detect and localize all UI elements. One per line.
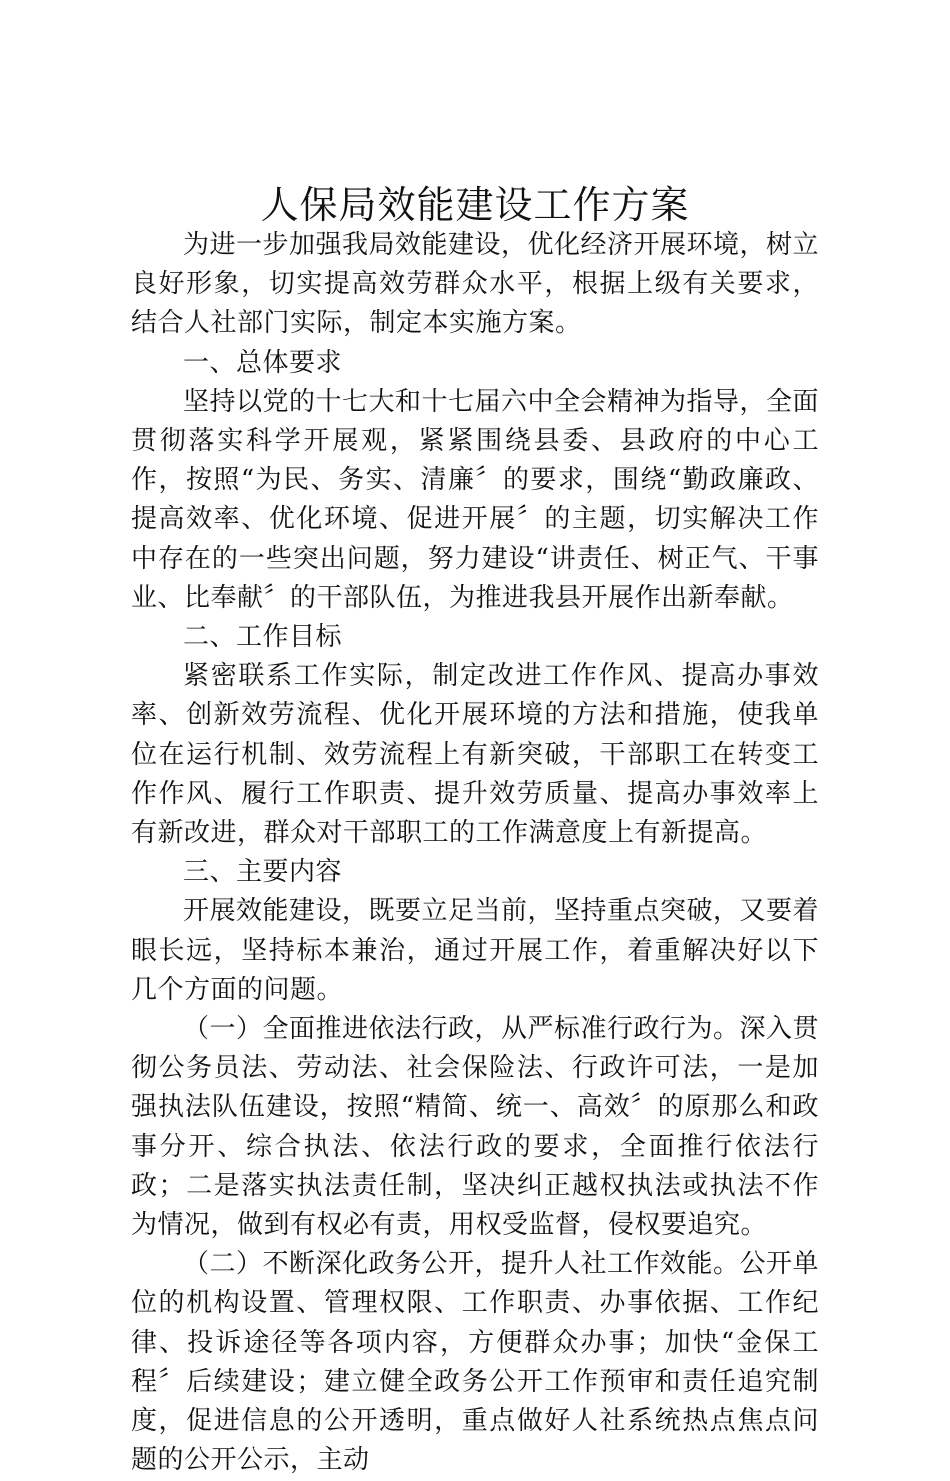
intro-paragraph: 为进一步加强我局效能建设，优化经济开展环境，树立良好形象，切实提高效劳群众水平，根据上级有关要求，结合人社部门实际，制定本实施方案。 <box>131 230 820 339</box>
section-heading-general-requirements: 一、总体要求 <box>183 347 343 378</box>
item-paragraph-2: （二）不断深化政务公开，提升人社工作效能。公开单位的机构设置、管理权限、工作职责、办事依据、工作纪律、投诉途径等各项内容，方便群众办事；加快“金保工程〞后续建设；建立健全政务公开工作预审和责任追究制度，促进信息的公开透明，重点做好人社系统热点焦点问题的公开公示，主动 <box>131 1249 820 1476</box>
section-body-general-requirements: 坚持以党的十七大和十七届六中全会精神为指导，全面贯彻落实科学开展观，紧紧围绕县委、县政府的中心工作，按照“为民、务实、清廉〞的要求，围绕“勤政廉政、提高效率、优化环境、促进开展〞的主题，切实解决工作中存在的一些突出问题，努力建设“讲责任、树正气、干事业、比奉献〞的干部队伍，为推进我县开展作出新奉献。 <box>131 386 820 613</box>
document-body <box>131 226 819 1481</box>
document-title: 人保局效能建设工作方案 <box>260 183 690 227</box>
section-body-work-goals: 紧密联系工作实际，制定改进工作作风、提高办事效率、创新效劳流程、优化开展环境的方法和措施，使我单位在运行机制、效劳流程上有新突破，干部职工在转变工作作风、履行工作职责、提升效劳质量、提高办事效率上有新改进，群众对干部职工的工作满意度上有新提高。 <box>131 661 819 849</box>
section-body-main-content: 开展效能建设，既要立足当前，坚持重点突破，又要着眼长远，坚持标本兼治，通过开展工作，着重解决好以下几个方面的问题。 <box>131 896 820 1005</box>
section-heading-work-goals: 二、工作目标 <box>183 622 343 653</box>
section-heading-main-content: 三、主要内容 <box>183 857 343 888</box>
item-paragraph-1: （一）全面推进依法行政，从严标准行政行为。深入贯彻公务员法、劳动法、社会保险法、行政许可法，一是加强执法队伍建设，按照“精简、统一、高效〞的原那么和政事分开、综合执法、依法行政的要求，全面推行依法行政；二是落实执法责任制，坚决纠正越权执法或执法不作为情况，做到有权必有责，用权受监督，侵权要追究。 <box>131 1014 820 1241</box>
